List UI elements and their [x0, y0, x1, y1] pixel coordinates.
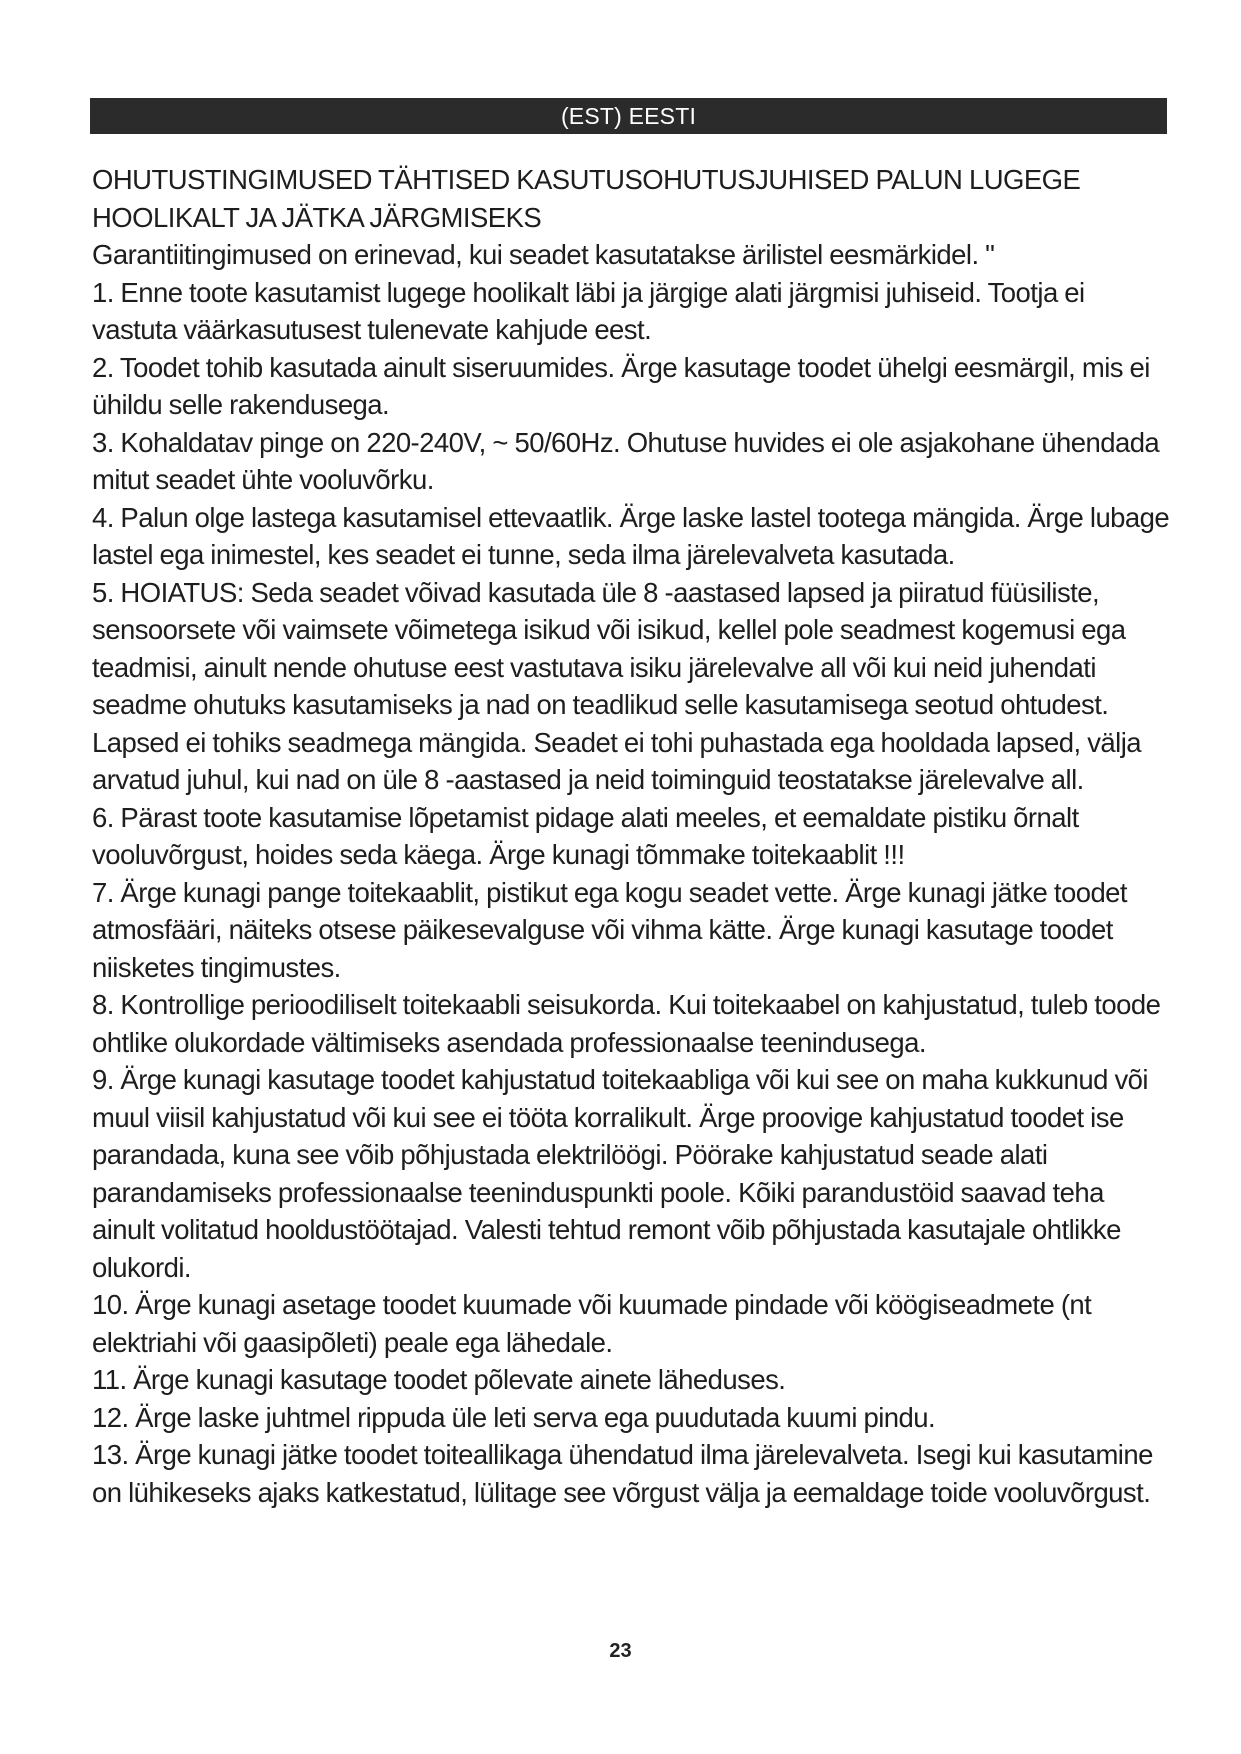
- instruction-item-2: 2. Toodet tohib kasutada ainult siseruumides. Ärge kasutage toodet ühelgi eesmärgil, mis ei ühildu selle rakendusega.: [92, 351, 1150, 420]
- page-number: 23: [609, 1640, 632, 1662]
- instruction-item-6: 6. Pärast toote kasutamise lõpetamist pidage alati meeles, et eemaldate pistiku õrnalt vooluvõrgust, hoides seda käega. Ärge kunagi tõmmake toitekaablit !!!: [92, 801, 1079, 870]
- safety-instructions: [92, 161, 1172, 1511]
- instruction-item-4: 4. Palun olge lastega kasutamisel ettevaatlik. Ärge laske lastel tootega mängida. Ärge lubage lastel ega inimestel, kes seadet ei tunne, seda ilma järelevalveta kasutada.: [92, 501, 1170, 570]
- instruction-item-1: 1. Enne toote kasutamist lugege hoolikalt läbi ja järgige alati järgmisi juhiseid. Tootja ei vastuta väärkasutusest tulenevate kahjude eest.: [92, 276, 1085, 345]
- instruction-item-3: 3. Kohaldatav pinge on 220-240V, ~ 50/60Hz. Ohutuse huvides ei ole asjakohane ühendada mitut seadet ühte vooluvõrku.: [92, 426, 1160, 495]
- instruction-item-5: 5. HOIATUS: Seda seadet võivad kasutada üle 8 -aastased lapsed ja piiratud füüsiliste, sensoorsete või vaimsete võimetega isikud või isikud, kellel pole seadmest kogemusi ega teadmisi, ainult nende ohutuse eest vastutava isiku järelevalve all või kui neid juhendati seadme ohutuks kasutamiseks ja nad on teadlikud selle kasutamisega seotud ohtudest. Lapsed ei tohiks seadmega mängida. Seadet ei tohi puhastada ega hooldada lapsed, välja arvatud juhul, kui nad on üle 8 -aastased ja neid toiminguid teostatakse järelevalve all.: [92, 576, 1142, 795]
- language-header-bar: (EST) EESTI: [90, 98, 1167, 134]
- instruction-item-11: 11. Ärge kunagi kasutage toodet põlevate ainete läheduses.: [92, 1364, 786, 1395]
- instruction-item-8: 8. Kontrollige perioodiliselt toitekaabli seisukorda. Kui toitekaabel on kahjustatud, tuleb toode ohtlike olukordade vältimiseks asendada professionaalse teenindusega.: [92, 989, 1161, 1058]
- document-title: OHUTUSTINGIMUSED TÄHTISED KASUTUSOHUTUSJUHISED PALUN LUGEGE HOOLIKALT JA JÄTKA JÄRGMISEKS: [92, 164, 1081, 233]
- instruction-item-7: 7. Ärge kunagi pange toitekaablit, pistikut ega kogu seadet vette. Ärge kunagi jätke toodet atmosfääri, näiteks otsese päikesevalguse või vihma kätte. Ärge kunagi kasutage toodet niisketes tingimustes.: [92, 876, 1128, 983]
- instruction-item-10: 10. Ärge kunagi asetage toodet kuumade või kuumade pindade või köögiseadmete (nt elektriahi või gaasipõleti) peale ega lähedale.: [92, 1289, 1092, 1358]
- instruction-item-9: 9. Ärge kunagi kasutage toodet kahjustatud toitekaabliga või kui see on maha kukkunud või muul viisil kahjustatud või kui see ei tööta korralikult. Ärge proovige kahjustatud toodet ise parandada, kuna see võib põhjustada elektrilöögi. Pöörake kahjustatud seade alati parandamiseks professionaalse teeninduspunkti poole. Kõiki parandustöid saavad teha ainult volitatud hooldustöötajad. Valesti tehtud remont võib põhjustada kasutajale ohtlikke olukordi.: [92, 1064, 1148, 1283]
- instruction-item-12: 12. Ärge laske juhtmel rippuda üle leti serva ega puudutada kuumi pindu.: [92, 1401, 936, 1433]
- instruction-item-13: 13. Ärge kunagi jätke toodet toiteallikaga ühendatud ilma järelevalveta. Isegi kui kasutamine on lühikeseks ajaks katkestatud, lülitage see võrgust välja ja eemaldage toide vooluvõrgust.: [92, 1439, 1153, 1508]
- warranty-intro: Garantiitingimused on erinevad, kui seadet kasutatakse ärilistel eesmärkidel. ": [92, 239, 995, 270]
